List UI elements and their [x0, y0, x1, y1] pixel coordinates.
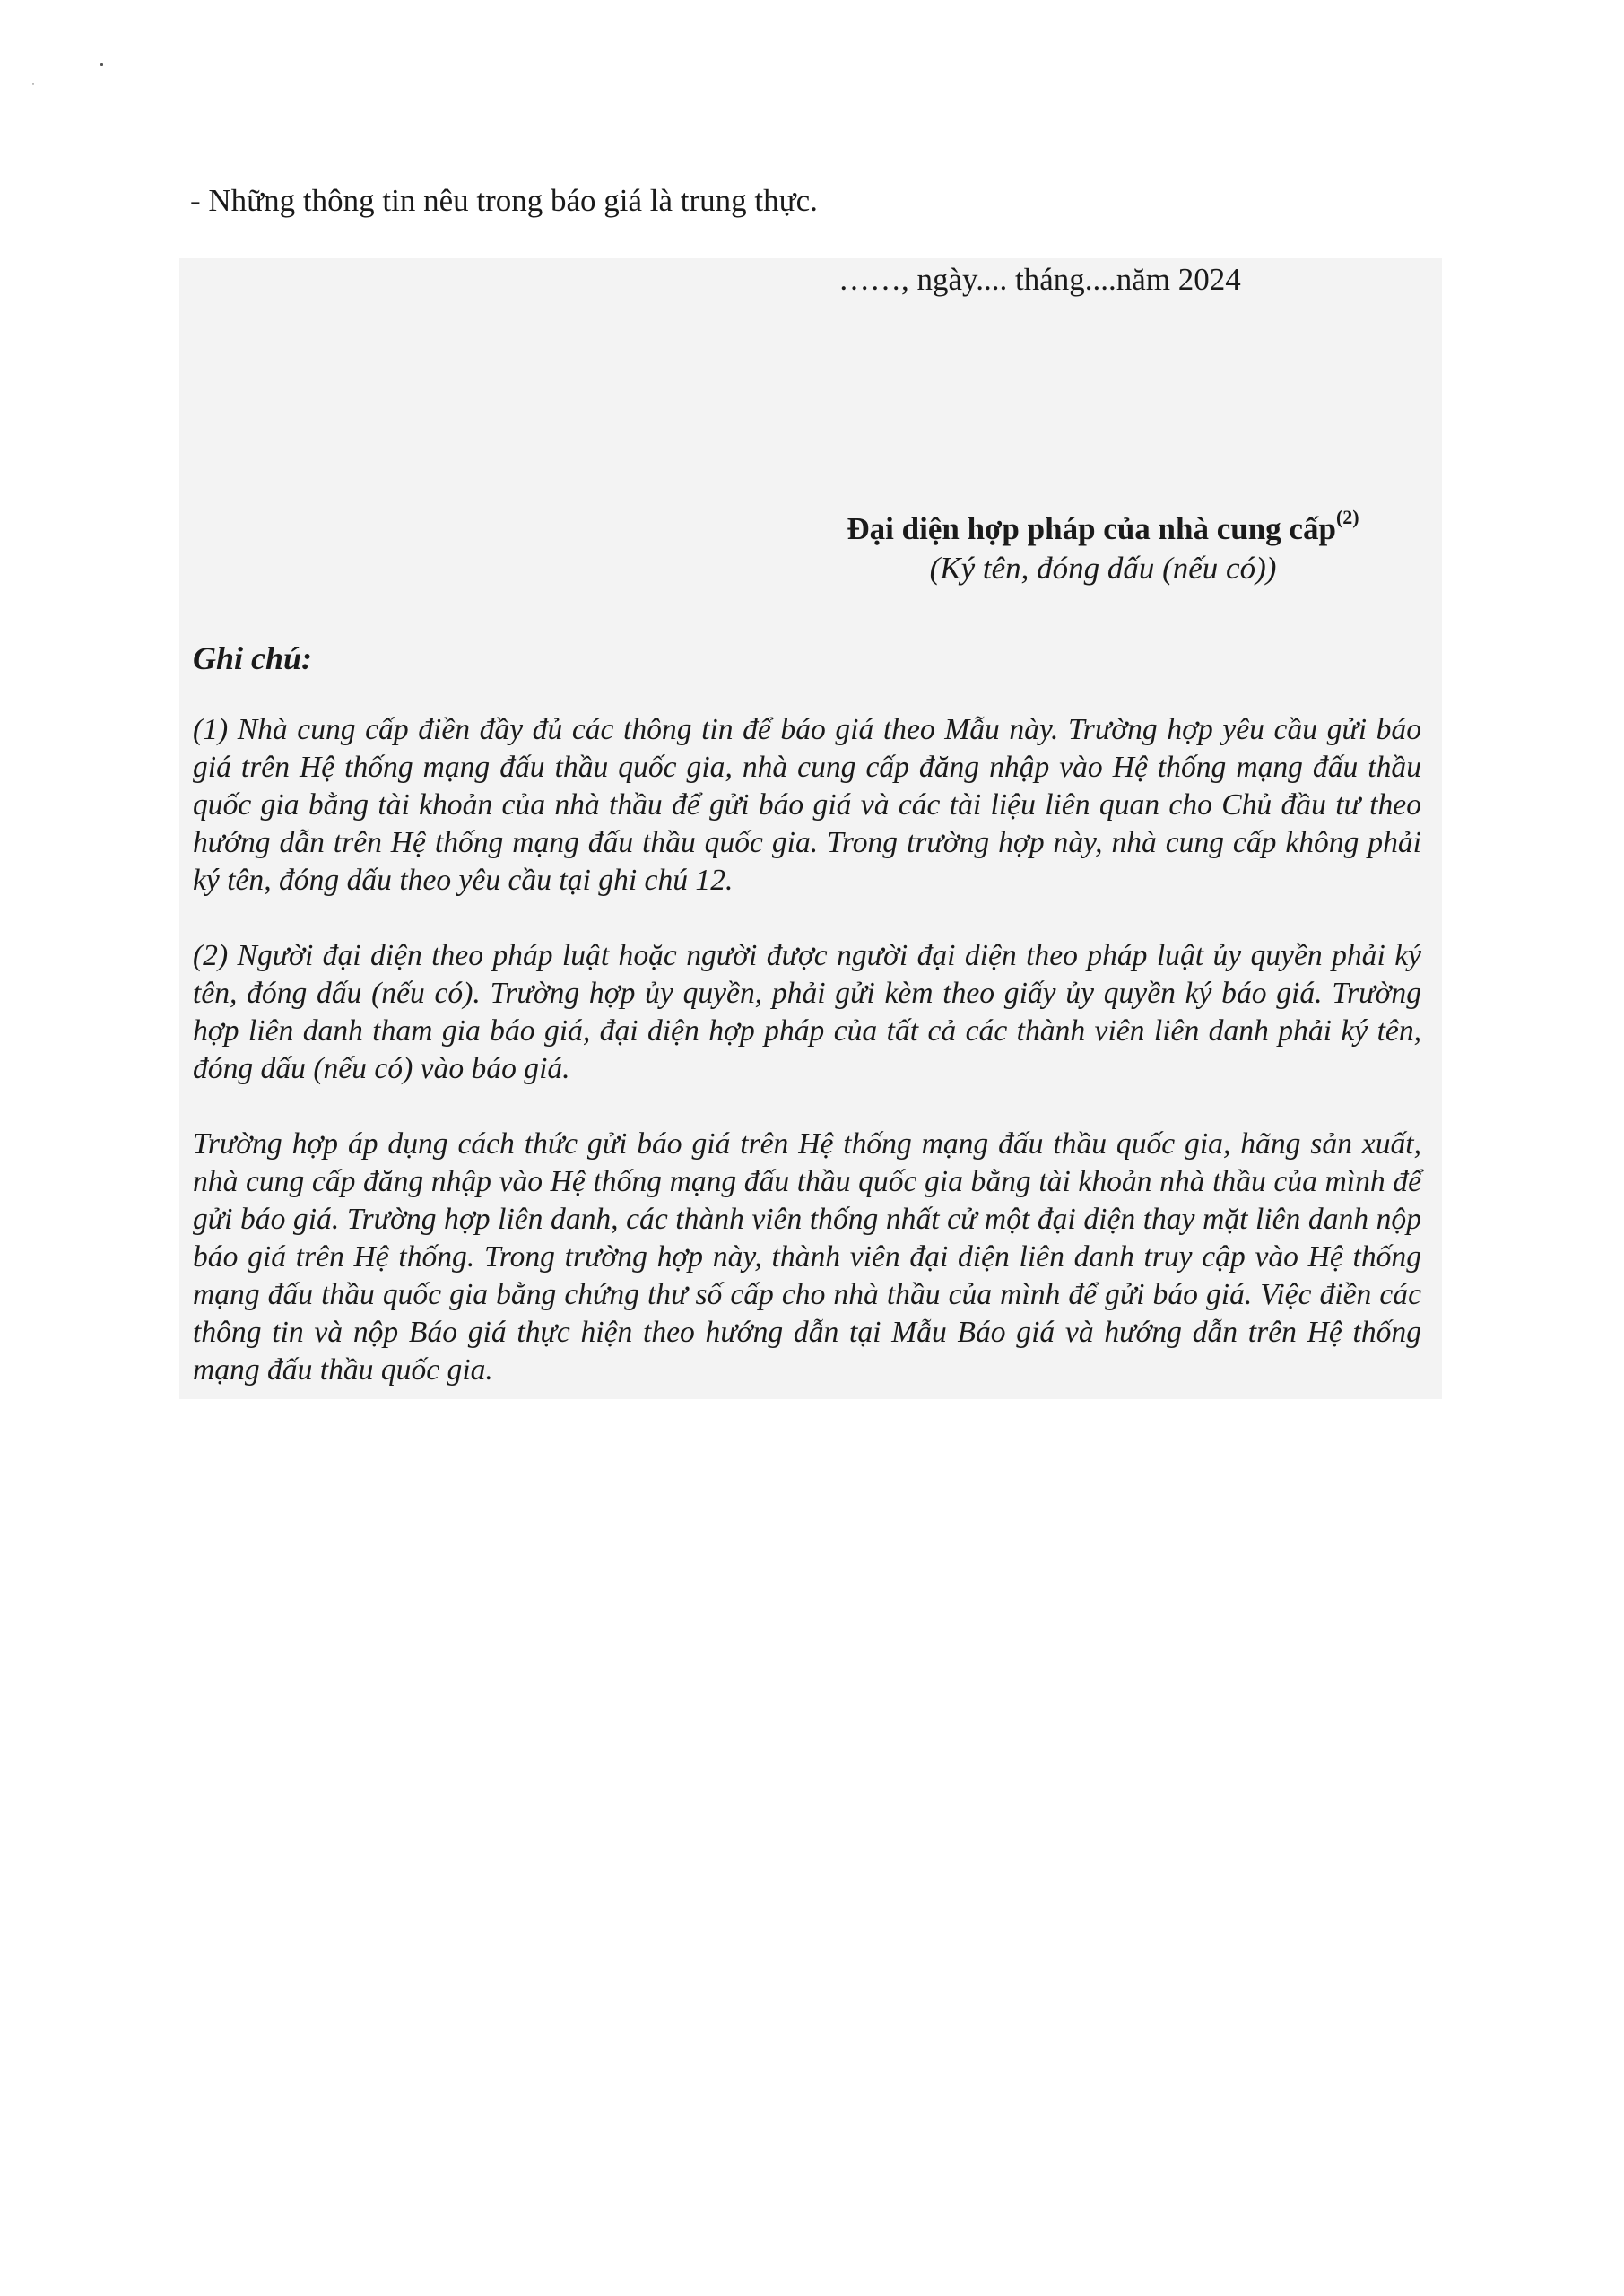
- signature-block: [762, 506, 1444, 588]
- date-line: ……, ngày.... tháng....năm 2024: [838, 262, 1241, 297]
- note-paragraph-3: Trường hợp áp dụng cách thức gửi báo giá trên Hệ thống mạng đấu thầu quốc gia, hãng sản xuất, nhà cung cấp đăng nhập vào Hệ thống mạng đấu thầu quốc gia bằng tài khoản nhà thầu của mình để gửi báo giá. Trường hợp liên danh, các thành viên thống nhất cử một đại diện thay mặt liên danh nộp báo giá trên Hệ thống. Trong trường hợp này, thành viên đại diện liên danh truy cập vào Hệ thống mạng đấu thầu quốc gia bằng chứng thư số cấp cho nhà thầu của mình để gửi báo giá. Việc điền các thông tin và nộp Báo giá thực hiện theo hướng dẫn tại Mẫu Báo giá và hướng dẫn trên Hệ thống mạng đấu thầu quốc gia.: [193, 1127, 1421, 1387]
- scan-speck: [100, 63, 103, 66]
- notes-section: [193, 711, 1421, 1427]
- intro-statement: - Những thông tin nêu trong báo giá là trung thực.: [190, 183, 818, 218]
- note-paragraph-1: (1) Nhà cung cấp điền đầy đủ các thông tin để báo giá theo Mẫu này. Trường hợp yêu cầu gửi báo giá trên Hệ thống mạng đấu thầu quốc gia, nhà cung cấp đăng nhập vào Hệ thống mạng đấu thầu quốc gia bằng tài khoản của nhà thầu để gửi báo giá và các tài liệu liên quan cho Chủ đầu tư theo hướng dẫn trên Hệ thống mạng đấu thầu quốc gia. Trong trường hợp này, nhà cung cấp không phải ký tên, đóng dấu theo yêu cầu tại ghi chú 12.: [193, 713, 1421, 897]
- footnote-mark: (2): [1335, 506, 1359, 529]
- signature-subtitle: (Ký tên, đóng dấu (nếu có)): [929, 551, 1277, 586]
- note-paragraph-2: (2) Người đại diện theo pháp luật hoặc người được người đại diện theo pháp luật ủy quyền phải ký tên, đóng dấu (nếu có). Trường hợp ủy quyền, phải gửi kèm theo giấy ủy quyền ký báo giá. Trường hợp liên danh tham gia báo giá, đại diện hợp pháp của tất cả các thành viên liên danh phải ký tên, đóng dấu (nếu có) vào báo giá.: [193, 939, 1421, 1085]
- notes-heading: Ghi chú:: [193, 640, 313, 676]
- signature-title-text: Đại diện hợp pháp của nhà cung cấp: [847, 511, 1336, 546]
- signature-title: [762, 506, 1444, 549]
- scan-speck: [32, 83, 34, 85]
